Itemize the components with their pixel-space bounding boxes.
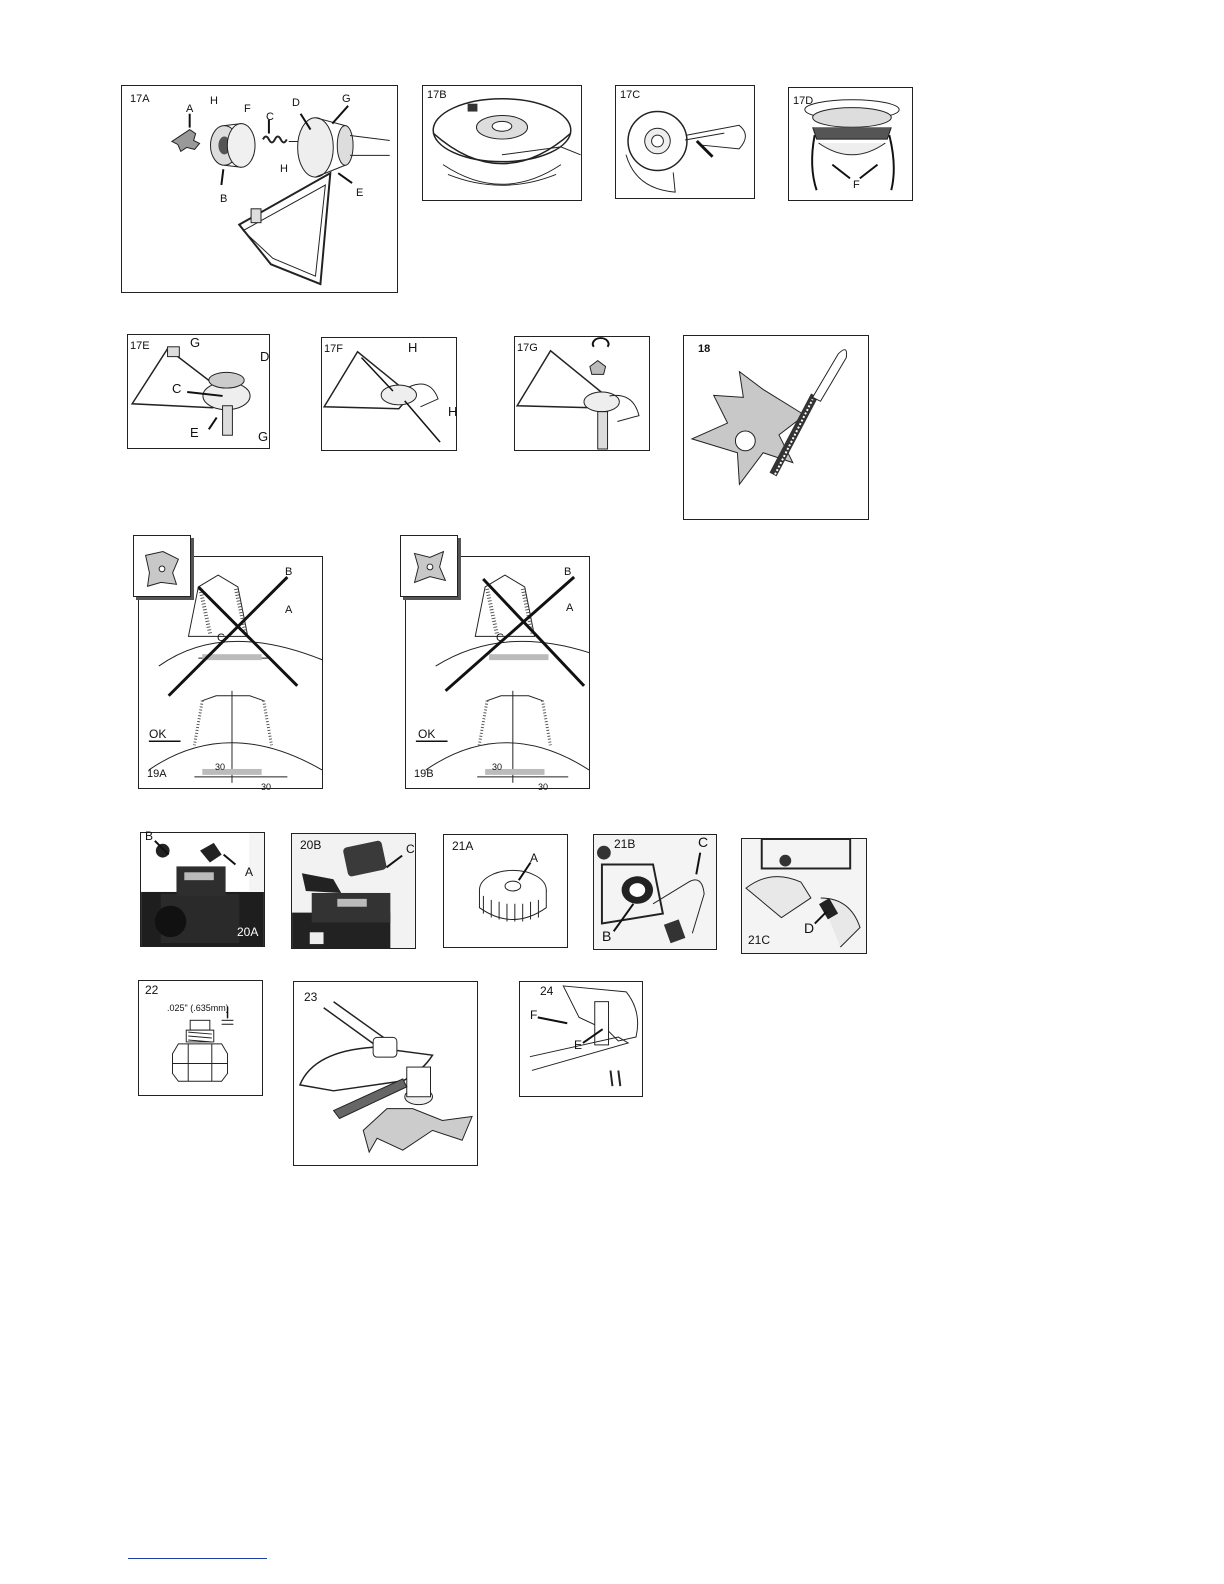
callout-c: C <box>266 111 274 123</box>
figure-24 <box>519 981 643 1097</box>
gearbox-lubrication-illustration <box>294 982 477 1165</box>
spool-illustration <box>423 86 581 200</box>
callout-h-2: H <box>280 163 288 175</box>
callout-e: E <box>190 425 199 440</box>
figure-label: 18 <box>698 343 711 355</box>
callout-g-2: G <box>258 429 269 444</box>
figure-17e <box>127 334 270 449</box>
callout-h: H <box>210 95 218 107</box>
callout-a: A <box>285 604 293 616</box>
figure-label: 17G <box>517 342 538 354</box>
figure-label: 20B <box>300 838 322 852</box>
figure-17c <box>615 85 755 199</box>
figure-label: 21B <box>614 837 636 851</box>
callout-b: B <box>220 193 228 205</box>
figure-23 <box>293 981 478 1166</box>
figure-17g <box>514 336 650 451</box>
callout-g: G <box>190 335 201 350</box>
blade-sharpening-illustration <box>684 336 868 519</box>
callout-e: E <box>356 187 364 199</box>
callout-c: C <box>698 834 709 850</box>
three-tooth-blade-icon <box>134 536 190 596</box>
four-tooth-blade-icon <box>401 536 457 596</box>
figure-20b <box>291 833 416 949</box>
figure-21b <box>593 834 717 950</box>
callout-d: D <box>292 97 300 109</box>
callout-h-2: H <box>448 404 458 419</box>
figure-label: 24 <box>540 984 554 998</box>
callout-a: A <box>530 851 539 865</box>
figure-label: 19B <box>414 768 434 780</box>
figure-17a <box>121 85 398 293</box>
figure-label: 21C <box>748 933 771 947</box>
callout-b: B <box>602 928 612 944</box>
figure-label: 17A <box>130 93 150 105</box>
footer-rule <box>128 1558 267 1559</box>
callout-b: B <box>564 566 572 578</box>
figure-20a <box>140 829 265 947</box>
callout-d: D <box>804 920 815 936</box>
callout-a: A <box>566 602 574 614</box>
figure-21a <box>443 834 568 948</box>
angle-label-2: 30 <box>538 782 549 792</box>
figure-17d <box>788 87 913 201</box>
callout-f: F <box>244 103 251 115</box>
callout-f: F <box>530 1008 538 1022</box>
figure-18 <box>683 335 869 520</box>
ok-label: OK <box>149 727 167 741</box>
figure-label: 17F <box>324 343 343 355</box>
angle-label-2: 30 <box>261 782 272 792</box>
figure-label: 17E <box>130 340 150 352</box>
ok-label: OK <box>418 727 436 741</box>
figure-19b-inset <box>400 535 458 597</box>
gap-measurement: .025" (.635mm) <box>167 1003 229 1013</box>
angle-label: 30 <box>215 762 226 772</box>
figure-label: 19A <box>147 768 167 780</box>
callout-c: C <box>406 842 415 856</box>
callout-a: A <box>186 103 194 115</box>
callout-f: F <box>853 179 860 191</box>
callout-b: B <box>285 566 293 578</box>
callout-a: A <box>245 865 254 879</box>
spool-in-hand-illustration <box>616 86 754 198</box>
figure-label: 21A <box>452 839 474 853</box>
figure-label: 17C <box>620 89 641 101</box>
figure-19a-inset <box>133 535 191 597</box>
callout-e: E <box>574 1038 583 1052</box>
fuel-filter-photo <box>594 835 716 949</box>
callout-h: H <box>408 340 418 355</box>
figure-label: 17B <box>427 89 447 101</box>
figure-label: 23 <box>304 990 318 1004</box>
callout-c: C <box>217 632 225 644</box>
callout-b: B <box>145 829 154 843</box>
figure-21c <box>741 838 867 954</box>
figure-label: 22 <box>145 983 159 997</box>
callout-c: C <box>172 381 182 396</box>
callout-d: D <box>260 349 270 364</box>
figure-17f <box>321 337 457 451</box>
figure-label: 20A <box>237 925 259 939</box>
spark-plug-gap-illustration <box>139 981 262 1095</box>
angle-label: 30 <box>492 762 503 772</box>
callout-g: G <box>342 93 351 105</box>
callout-c: C <box>496 632 504 644</box>
figure-label: 17D <box>793 95 814 107</box>
figure-22 <box>138 980 263 1096</box>
figure-17b <box>422 85 582 201</box>
